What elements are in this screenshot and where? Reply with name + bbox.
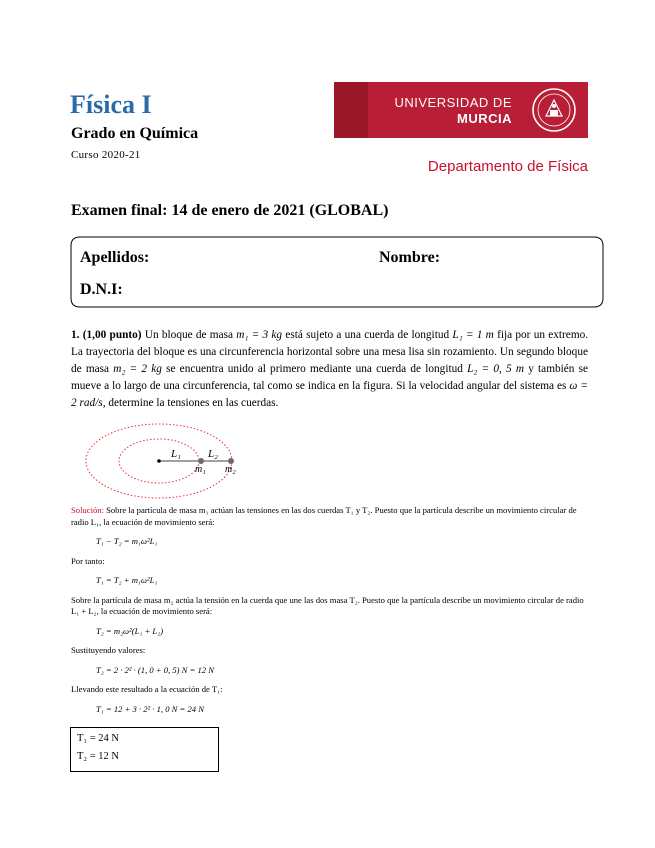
logo-accent-bar	[334, 82, 368, 138]
solution-intro: Sobre la partícula de masa m₁ actúan las tensiones en las dos cuerdas T₁ y T₂. Puesto que la partícula describe un movimiento circular de radio L₁, la ecuación de movimiento será:	[71, 505, 577, 527]
university-name-line1: UNIVERSIDAD DE	[394, 95, 512, 110]
label-L2: L₂	[208, 448, 218, 460]
results-box	[70, 727, 219, 772]
problem-text-4: se encuentra unido al primero mediante una cuerda de longitud	[166, 363, 463, 375]
problem-m2: m₂ = 2 kg	[113, 363, 162, 375]
department-name: Departamento de Física	[427, 158, 588, 175]
problem-m1: m₁ = 3 kg	[236, 329, 283, 341]
problem-L2: L₂ = 0, 5 m	[467, 363, 524, 375]
student-id-box	[70, 236, 604, 308]
solution-carrying: Llevando este resultado a la ecuación de T₁:	[71, 684, 223, 694]
course-title: Física I	[70, 90, 152, 119]
problem-L1: L₁ = 1 m	[452, 329, 494, 341]
problem-number: 1.	[71, 329, 80, 341]
problem-omega: ω = 2 rad/s,	[71, 380, 588, 409]
equation-1: T₁ − T₂ = m₁ω²L₁	[96, 536, 158, 546]
equation-3: T₂ = m₂ω²(L₁ + L₂)	[96, 625, 164, 636]
university-seal-icon	[530, 86, 578, 134]
solution-label: Solución:	[71, 505, 104, 515]
university-name-line2: MURCIA	[457, 111, 512, 126]
id-box-border	[70, 236, 604, 308]
result-T2: T₂ = 12 N	[77, 751, 119, 762]
problem-points: (1,00 punto)	[82, 329, 142, 341]
degree-name: Grado en Química	[71, 125, 199, 142]
orbit-figure	[82, 420, 262, 500]
problem-statement	[71, 327, 588, 412]
result-T1: T₁ = 24 N	[77, 733, 119, 744]
equation-5: T₁ = 12 + 3 · 2² · 1, 0 N = 24 N	[96, 703, 204, 714]
solution-substituting: Sustituyendo valores:	[71, 645, 146, 655]
label-L1: L₁	[171, 448, 181, 460]
academic-year: Curso 2020-21	[71, 149, 141, 161]
solution-section	[71, 505, 588, 723]
pivot-point	[157, 459, 161, 463]
problem-text-2: está sujeto a una cuerda de longitud	[285, 329, 450, 341]
equation-2: T₁ = T₂ + m₁ω²L₁	[96, 575, 158, 585]
university-logo	[334, 82, 588, 138]
solution-intro-paragraph	[71, 505, 588, 528]
solution-second-paragraph: Sobre la partícula de masa m₂ actúa la tensión en la cuerda que une las dos masa T₂. Puesto que la partícula describe un movimiento circular de radio L₁ + L₂, la ecuación de movimiento será:	[71, 594, 584, 616]
problem-text-6: determine la tensiones en las cuerdas.	[108, 397, 279, 409]
exam-title: Examen final: 14 de enero de 2021 (GLOBAL)	[71, 202, 389, 219]
equation-4: T₂ = 2 · 2² · (1, 0 + 0, 5) N = 12 N	[96, 664, 214, 675]
problem-text-3: fija por un extremo. La trayectoria del bloque es una circunferencia horizontal sobre una mesa lisa sin rozamiento. Un segundo bloque de masa	[71, 329, 589, 375]
surname-label: Apellidos:	[80, 249, 150, 266]
solution-therefore: Por tanto:	[71, 555, 105, 566]
label-m2: m₂	[225, 464, 236, 475]
problem-text-1: Un bloque de masa	[144, 329, 234, 341]
dni-label: D.N.I:	[80, 281, 123, 298]
name-label: Nombre:	[379, 249, 441, 266]
label-m1: m₁	[195, 464, 206, 475]
problem-text-5: y también se mueve a lo largo de una circunferencia, tal como se indica en la figura. Si la velocidad angular del sistema es	[71, 363, 589, 392]
